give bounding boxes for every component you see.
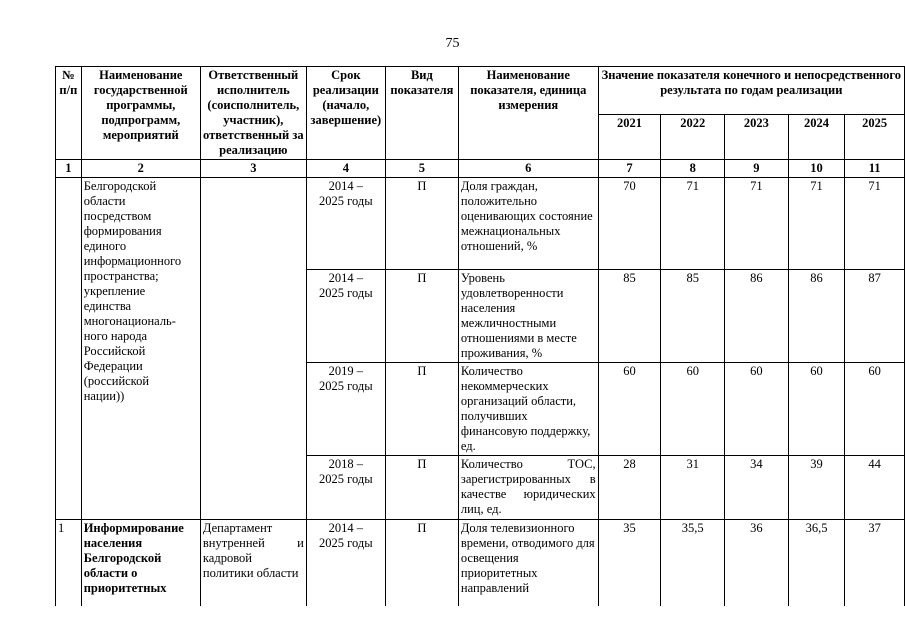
value-cell: 60 (661, 363, 725, 456)
activity-name-cell: Информирование населения Белгородской области о приоритетных (81, 520, 200, 610)
value-cell: 60 (845, 363, 905, 456)
column-number: 3 (200, 160, 306, 178)
term-cell: 2014 – 2025 годы (306, 178, 385, 270)
program-name-cell: Белгородской области посредством формирования единого информационного пространства; укрепление единства многонациональ- ного народа Российской Федерации (российской нации)) (81, 178, 200, 520)
value-cell: 60 (725, 363, 789, 456)
column-number: 5 (385, 160, 458, 178)
term-cell: 2014 – 2025 годы (306, 270, 385, 363)
page-number: 75 (445, 36, 460, 51)
header-responsible: Ответственный исполнитель (соисполнитель, участник), ответственный за реализацию (200, 67, 306, 160)
page-bottom-margin (0, 606, 905, 640)
type-cell: П (385, 270, 458, 363)
value-cell: 60 (598, 363, 661, 456)
responsible-cell: Департамент внутренней и кадровой политики области (200, 520, 306, 610)
value-cell: 36 (725, 520, 789, 610)
type-cell: П (385, 456, 458, 520)
value-cell: 31 (661, 456, 725, 520)
column-number: 6 (458, 160, 598, 178)
term-cell: 2014 – 2025 годы (306, 520, 385, 610)
header-year: 2023 (725, 114, 789, 159)
column-number: 2 (81, 160, 200, 178)
indicator-cell: Количество ТОС, зарегистрированных в качестве юридических лиц, ед. (458, 456, 598, 520)
value-cell: 71 (845, 178, 905, 270)
header-year: 2024 (788, 114, 845, 159)
value-cell: 35 (598, 520, 661, 610)
value-cell: 37 (845, 520, 905, 610)
header-indicator: Наименование показателя, единица измерения (458, 67, 598, 160)
header-year: 2022 (661, 114, 725, 159)
value-cell: 60 (788, 363, 845, 456)
value-cell: 86 (788, 270, 845, 363)
indicator-cell: Доля граждан, положительно оценивающих состояние межнациональных отношений, % (458, 178, 598, 270)
type-cell: П (385, 520, 458, 610)
value-cell: 28 (598, 456, 661, 520)
term-cell: 2018 – 2025 годы (306, 456, 385, 520)
column-number: 9 (725, 160, 789, 178)
value-cell: 85 (598, 270, 661, 363)
value-cell: 87 (845, 270, 905, 363)
indicator-cell: Доля телевизионного времени, отводимого для освещения приоритетных направлений (458, 520, 598, 610)
value-cell: 85 (661, 270, 725, 363)
value-cell: 70 (598, 178, 661, 270)
column-number: 7 (598, 160, 661, 178)
value-cell: 34 (725, 456, 789, 520)
header-name: Наименование государственной программы, подпрограмм, мероприятий (81, 67, 200, 160)
table-row (56, 520, 905, 610)
table-row (56, 178, 905, 270)
indicator-cell: Количество некоммерческих организаций области, получивших финансовую поддержку, ед. (458, 363, 598, 456)
row-number-cell (56, 178, 82, 520)
header-no: № п/п (56, 67, 82, 160)
value-cell: 86 (725, 270, 789, 363)
column-number: 11 (845, 160, 905, 178)
value-cell: 44 (845, 456, 905, 520)
header-year: 2021 (598, 114, 661, 159)
value-cell: 71 (725, 178, 789, 270)
value-cell: 36,5 (788, 520, 845, 610)
responsible-cell (200, 178, 306, 520)
header-term: Срок реализации (начало, завершение) (306, 67, 385, 160)
column-numbers-row (56, 160, 905, 178)
value-cell: 71 (661, 178, 725, 270)
value-cell: 71 (788, 178, 845, 270)
header-type: Вид показателя (385, 67, 458, 160)
column-number: 4 (306, 160, 385, 178)
type-cell: П (385, 178, 458, 270)
column-number: 1 (56, 160, 82, 178)
column-number: 10 (788, 160, 845, 178)
value-cell: 39 (788, 456, 845, 520)
value-cell: 35,5 (661, 520, 725, 610)
term-cell: 2019 – 2025 годы (306, 363, 385, 456)
indicator-cell: Уровень удовлетворенности населения межличностными отношениями в месте проживания, % (458, 270, 598, 363)
indicators-table (55, 66, 905, 610)
column-number: 8 (661, 160, 725, 178)
header-values-group: Значение показателя конечного и непосредственного результата по годам реализации (598, 67, 904, 115)
row-number-cell: 1 (56, 520, 82, 610)
type-cell: П (385, 363, 458, 456)
header-year: 2025 (845, 114, 905, 159)
